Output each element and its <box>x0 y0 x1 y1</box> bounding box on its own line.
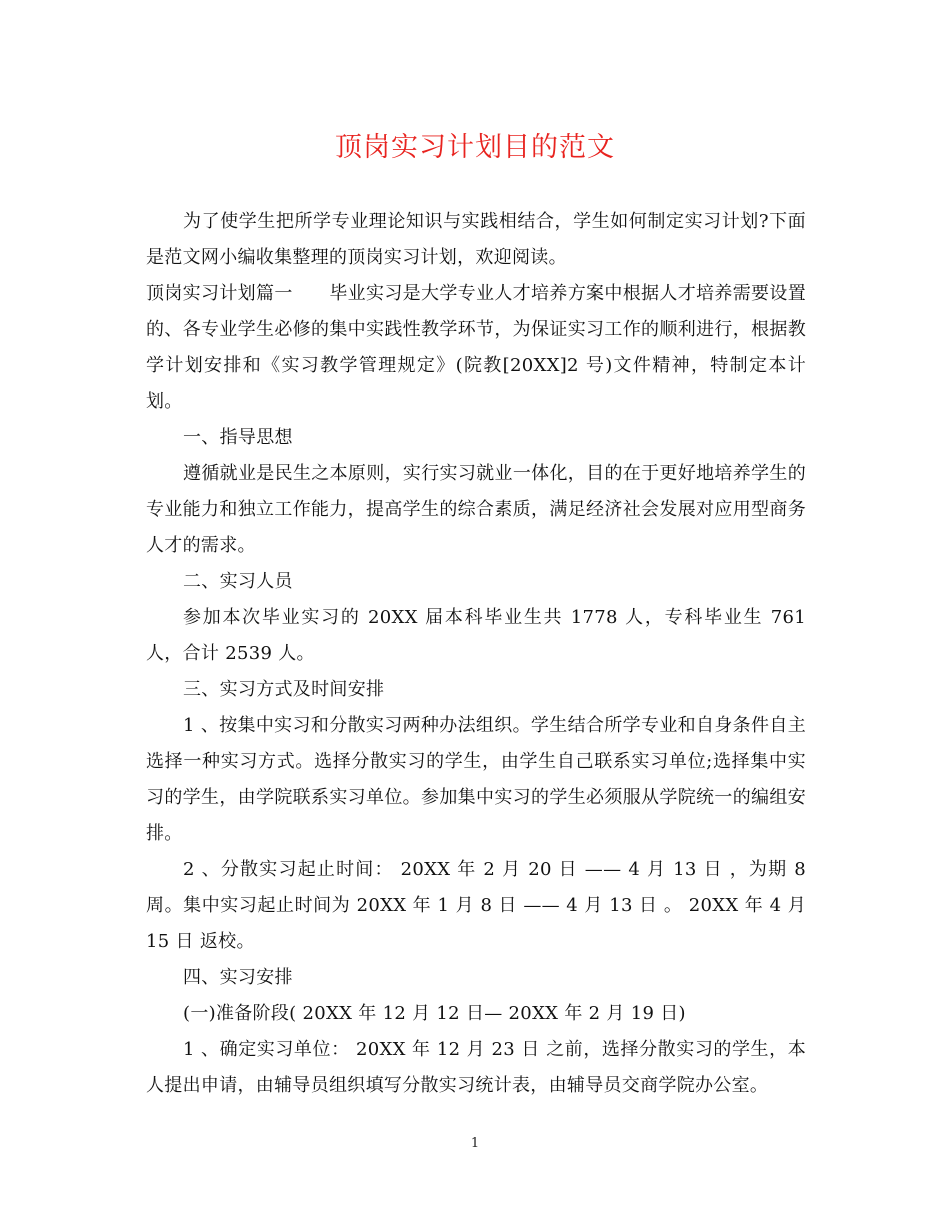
page-number: 1 <box>470 1136 480 1151</box>
section-heading-guiding-idea: 一、指导思想 <box>183 427 293 448</box>
methods-paragraph: 1 、按集中实习和分散实习两种办法组织。学生结合所学专业和自身条件自主选择一种实习方式。选择分散实习的学生，由学生自己联系实习单位;选择集中实习的学生，由学院联系实习单位。参加集中实习的学生必须服从学院统一的编组安排。 <box>146 715 806 844</box>
intro-paragraph: 为了使学生把所学专业理论知识与实践相结合，学生如何制定实习计划?下面是范文网小编收集整理的顶岗实习计划，欢迎阅读。 <box>146 211 806 268</box>
section-heading-arrangement: 四、实习安排 <box>183 967 293 988</box>
section-heading-methods-schedule: 三、实习方式及时间安排 <box>183 679 385 700</box>
plan-one-paragraph: 顶岗实习计划篇一 毕业实习是大学专业人才培养方案中根据人才培养需要设置的、各专业学生必修的集中实践性教学环节，为保证实习工作的顺利进行，根据教学计划安排和《实习教学管理规定》(院教[20XX]2 号)文件精神，特制定本计划。 <box>146 283 806 412</box>
preparation-stage-heading: (一)准备阶段( 20XX 年 12 月 12 日— 20XX 年 2 月 19 日) <box>183 1003 686 1024</box>
personnel-paragraph: 参加本次毕业实习的 20XX 届本科毕业生共 1778 人，专科毕业生 761 人，合计 2539 人。 <box>146 607 806 664</box>
document-body <box>146 204 806 1104</box>
guiding-idea-paragraph: 遵循就业是民生之本原则，实行实习就业一体化，目的在于更好地培养学生的专业能力和独立工作能力，提高学生的综合素质，满足经济社会发展对应用型商务人才的需求。 <box>146 463 806 556</box>
confirm-unit-paragraph: 1 、确定实习单位： 20XX 年 12 月 23 日 之前，选择分散实习的学生，本人提出申请，由辅导员组织填写分散实习统计表，由辅导员交商学院办公室。 <box>146 1039 806 1096</box>
document-title: 顶岗实习计划目的范文 <box>335 132 615 163</box>
schedule-paragraph: 2 、分散实习起止时间： 20XX 年 2 月 20 日 —— 4 月 13 日 ，为期 8 周。集中实习起止时间为 20XX 年 1 月 8 日 —— 4 月 13 日 。 20XX 年 4 月 15 日 返校。 <box>146 859 806 952</box>
section-heading-personnel: 二、实习人员 <box>183 571 293 592</box>
